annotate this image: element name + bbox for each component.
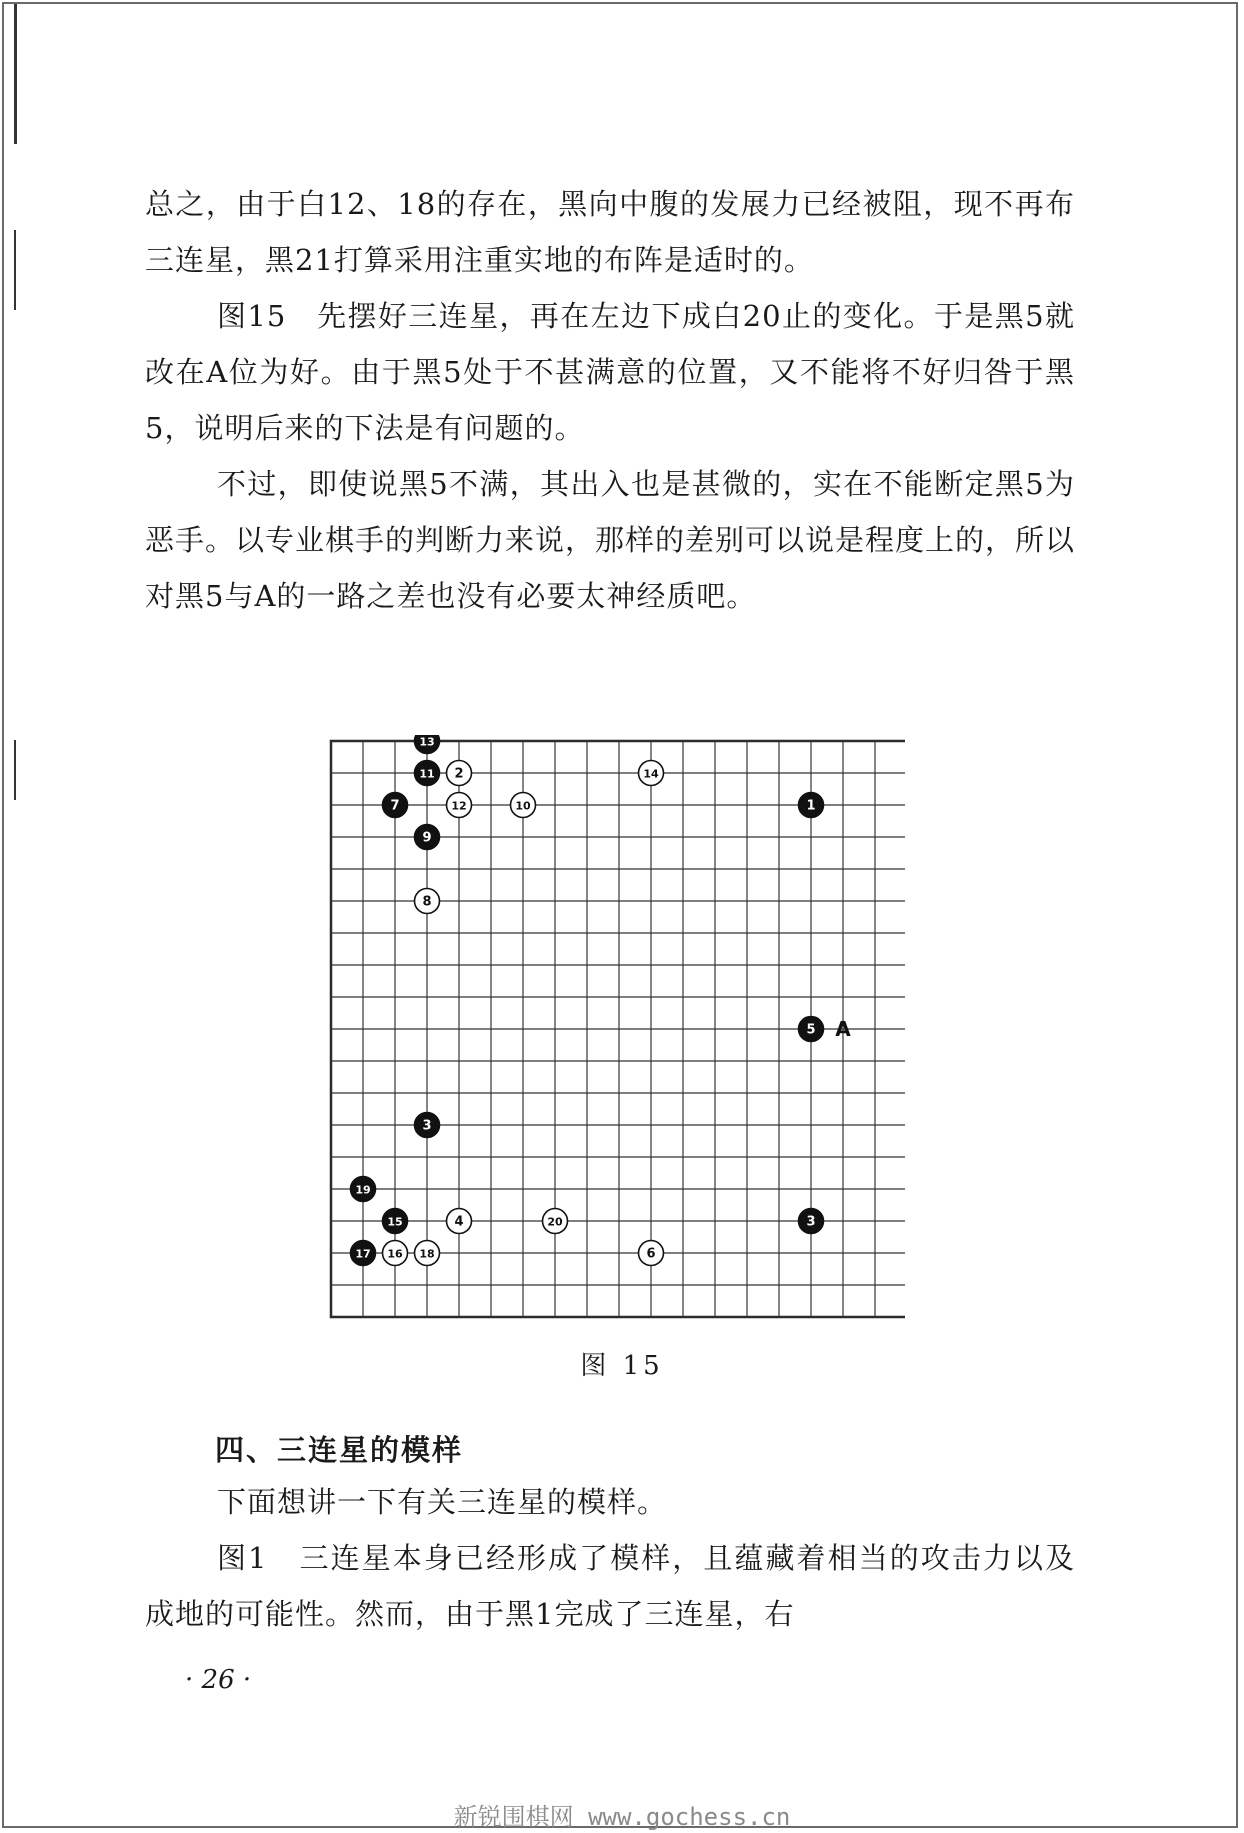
binding-edge-mark (14, 4, 17, 144)
section-paragraph-2: 图1 三连星本身已经形成了模样，且蕴藏着相当的攻击力以及成地的可能性。然而，由于黑1完成了三连星，右 (145, 1541, 1075, 1631)
stone-move-number: 11 (419, 767, 435, 781)
stone-move-number: 1 (806, 798, 816, 814)
stone-move-number: 13 (419, 735, 435, 749)
stone-move-number: 17 (355, 1247, 371, 1261)
binding-edge-mark (14, 740, 16, 800)
go-board-diagram (325, 735, 905, 1325)
stone-move-number: 19 (355, 1183, 371, 1197)
stone-move-number: 16 (387, 1247, 403, 1261)
stone-move-number: 15 (387, 1215, 403, 1229)
stone-move-number: 4 (454, 1214, 464, 1230)
body-paragraph-1: 总之，由于白12、18的存在，黑向中腹的发展力已经被阻，现不再布三连星，黑21打算采用注重实地的布阵是适时的。 (145, 187, 1075, 277)
stone-move-number: 14 (643, 767, 659, 781)
stone-move-number: 3 (806, 1214, 816, 1230)
section-heading: 四、三连星的模样 (215, 1433, 464, 1467)
stone-move-number: 10 (515, 799, 531, 813)
section-paragraph-1: 下面想讲一下有关三连星的模样。 (217, 1485, 668, 1519)
stone-move-number: 5 (806, 1022, 816, 1038)
stone-move-number: 12 (451, 799, 467, 813)
stone-move-number: 9 (422, 830, 432, 846)
go-board (325, 735, 905, 1325)
stone-move-number: 20 (547, 1215, 563, 1229)
body-paragraph-3: 不过，即使说黑5不满，其出入也是甚微的，实在不能断定黑5为恶手。以专业棋手的判断力来说，那样的差别可以说是程度上的，所以对黑5与A的一路之差也没有必要太神经质吧。 (145, 467, 1076, 613)
site-watermark: 新锐围棋网 www.gochess.cn (453, 1803, 791, 1831)
stone-move-number: 18 (419, 1247, 435, 1261)
stone-move-number: 7 (390, 798, 400, 814)
stone-move-number: 6 (646, 1246, 656, 1262)
page-number: · 26 · (185, 1665, 252, 1695)
stone-move-number: 2 (454, 766, 464, 782)
body-paragraph-2: 图15 先摆好三连星，再在左边下成白20止的变化。于是黑5就改在A位为好。由于黑5处于不甚满意的位置，又不能将不好归咎于黑5，说明后来的下法是有问题的。 (145, 299, 1075, 445)
stone-move-number: 8 (422, 894, 432, 910)
binding-edge-mark (14, 230, 16, 310)
stone-move-number: 3 (422, 1118, 432, 1134)
point-marker-label: A (835, 1017, 851, 1041)
figure-caption: 图 15 (580, 1351, 664, 1381)
